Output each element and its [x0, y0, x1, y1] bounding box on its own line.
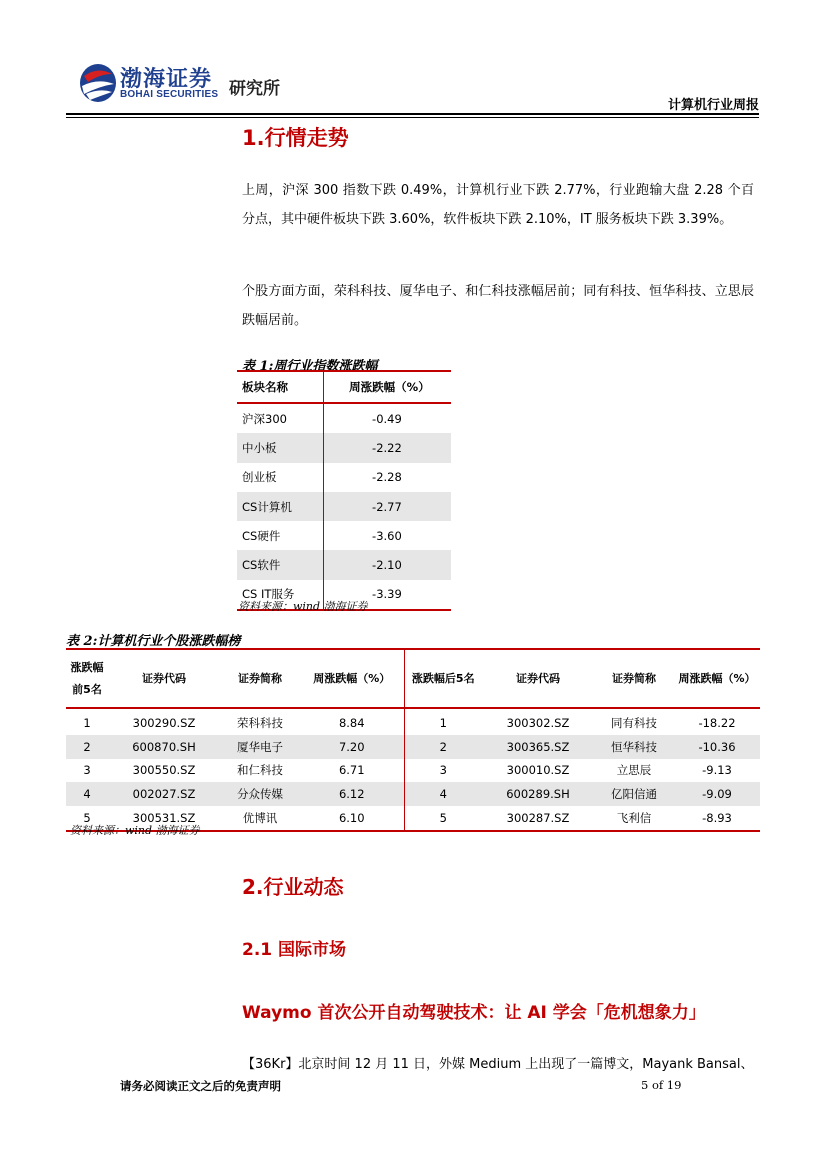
table-cell: 300287.SZ	[482, 806, 594, 831]
table-row	[66, 735, 760, 759]
table-cell: CS硬件	[242, 528, 281, 543]
table-cell: 荣科科技	[237, 715, 283, 730]
table-cell: 300531.SZ	[108, 806, 220, 831]
table-row	[237, 403, 451, 433]
table-cell: -9.13	[702, 763, 732, 778]
header-divider	[66, 113, 759, 115]
table-cell: 600870.SH	[108, 735, 220, 759]
table-cell: 厦华电子	[220, 735, 300, 759]
table-cell: CS计算机	[237, 492, 323, 521]
institute-label: 研究所	[229, 79, 280, 99]
table1-source: 资料来源：wind 渤海证券	[238, 600, 368, 613]
table1-header: 板块名称	[237, 371, 323, 403]
table-cell: -10.36	[674, 735, 760, 759]
bohai-logo-icon	[78, 62, 118, 104]
table2-header: 涨跌幅后5名	[404, 649, 482, 708]
table-cell: 2	[404, 735, 482, 759]
table2-header: 周涨跌幅（%）	[300, 649, 404, 708]
table-row	[237, 433, 451, 462]
table-cell: 分众传媒	[220, 782, 300, 806]
table-row	[237, 550, 451, 579]
table-cell: -18.22	[698, 715, 736, 730]
table-cell: 4	[404, 782, 482, 806]
table-cell: 3	[83, 763, 91, 778]
table2-header: 证券代码	[108, 649, 220, 708]
table-cell: 和仁科技	[237, 763, 283, 778]
table-cell: 同有科技	[611, 715, 657, 730]
table-row	[66, 782, 760, 806]
table-cell: 6.10	[300, 806, 404, 831]
table-cell: -2.22	[323, 433, 451, 462]
table-cell: 亿阳信通	[594, 782, 674, 806]
table-cell: 立思辰	[616, 763, 652, 778]
table-cell: -0.49	[323, 403, 451, 433]
table-cell: 300365.SZ	[482, 735, 594, 759]
table1-caption: 表 1:周行业指数涨跌幅	[242, 359, 378, 374]
table-row	[66, 708, 760, 735]
table-cell: 5	[404, 806, 482, 831]
table2-header: 证券简称	[220, 649, 300, 708]
table-cell: 300550.SZ	[132, 763, 196, 778]
table1-header: 周涨跌幅（%）	[323, 371, 451, 403]
table-cell: -2.10	[323, 550, 451, 579]
table-cell: -3.39	[323, 580, 451, 610]
table-cell: 沪深300	[242, 411, 287, 426]
table2-header: 涨跌幅前5名	[66, 649, 108, 708]
table2-header: 周涨跌幅（%）	[674, 649, 760, 708]
table2-caption: 表 2:计算机行业个股涨跌幅榜	[66, 634, 241, 649]
table2	[66, 648, 760, 832]
section2-title: 2.行业动态	[242, 875, 344, 899]
table-cell: 300290.SZ	[132, 715, 196, 730]
table-cell: -3.60	[323, 521, 451, 550]
section2-subtitle: 2.1 国际市场	[242, 940, 347, 960]
article-first-line: 【36Kr】北京时间 12 月 11 日，外媒 Medium 上出现了一篇博文，Mayank Bansal、	[242, 1057, 754, 1072]
table-row	[237, 463, 451, 492]
table-cell: CS IT服务	[237, 580, 323, 610]
brand-name-cn: 渤海证券	[120, 67, 213, 92]
table-row	[237, 492, 451, 521]
table-cell: 中小板	[237, 433, 323, 462]
table-cell: -9.09	[674, 782, 760, 806]
table-cell: 优博讯	[220, 806, 300, 831]
table-cell: -2.28	[323, 463, 451, 492]
table-cell: 300010.SZ	[506, 763, 570, 778]
table-cell: 飞利信	[594, 806, 674, 831]
brand-name-en: BOHAI SECURITIES	[120, 89, 219, 100]
page-number: 5 of 19	[641, 1078, 682, 1092]
table-cell: 1	[83, 715, 91, 730]
table-cell: 2	[66, 735, 108, 759]
table-cell: 6.12	[300, 782, 404, 806]
section1-title: 1.行情走势	[242, 126, 349, 150]
table-cell: 6.71	[338, 763, 365, 778]
header-divider-thin	[66, 117, 759, 118]
table1	[237, 370, 451, 611]
section1-para2: 个股方面方面，荣科科技、厦华电子、和仁科技涨幅居前；同有科技、恒华科技、立思辰跌幅居前。	[242, 284, 754, 328]
table-cell: 600289.SH	[482, 782, 594, 806]
table-row	[237, 521, 451, 550]
table-cell: 恒华科技	[594, 735, 674, 759]
footer-disclaimer: 请务必阅读正文之后的免责声明	[120, 1079, 281, 1093]
table-cell: 1	[404, 708, 482, 735]
table-cell: -2.77	[323, 492, 451, 521]
article-title: Waymo 首次公开自动驾驶技术：让 AI 学会「危机想象力」	[242, 1003, 706, 1023]
table-cell: 3	[404, 759, 482, 783]
report-type: 计算机行业周报	[667, 98, 759, 113]
table-cell: 002027.SZ	[108, 782, 220, 806]
table2-header: 证券代码	[482, 649, 594, 708]
table-cell: 8.84	[338, 715, 365, 730]
table-cell: 4	[66, 782, 108, 806]
table-cell: 7.20	[300, 735, 404, 759]
table-row	[66, 759, 760, 783]
table-cell: -8.93	[674, 806, 760, 831]
table-cell: 创业板	[242, 470, 277, 485]
table-cell: 300302.SZ	[506, 715, 570, 730]
table2-source: 资料来源：wind 渤海证券	[70, 824, 200, 837]
table-cell: CS软件	[237, 550, 323, 579]
section1-para1: 上周，沪深 300 指数下跌 0.49%，计算机行业下跌 2.77%，行业跑输大盘 2.28 个百分点，其中硬件板块下跌 3.60%，软件板块下跌 2.10%，IT 服务板块下跌 3.39%。	[242, 183, 754, 227]
table-cell: 5	[66, 806, 108, 831]
table2-header: 证券简称	[594, 649, 674, 708]
